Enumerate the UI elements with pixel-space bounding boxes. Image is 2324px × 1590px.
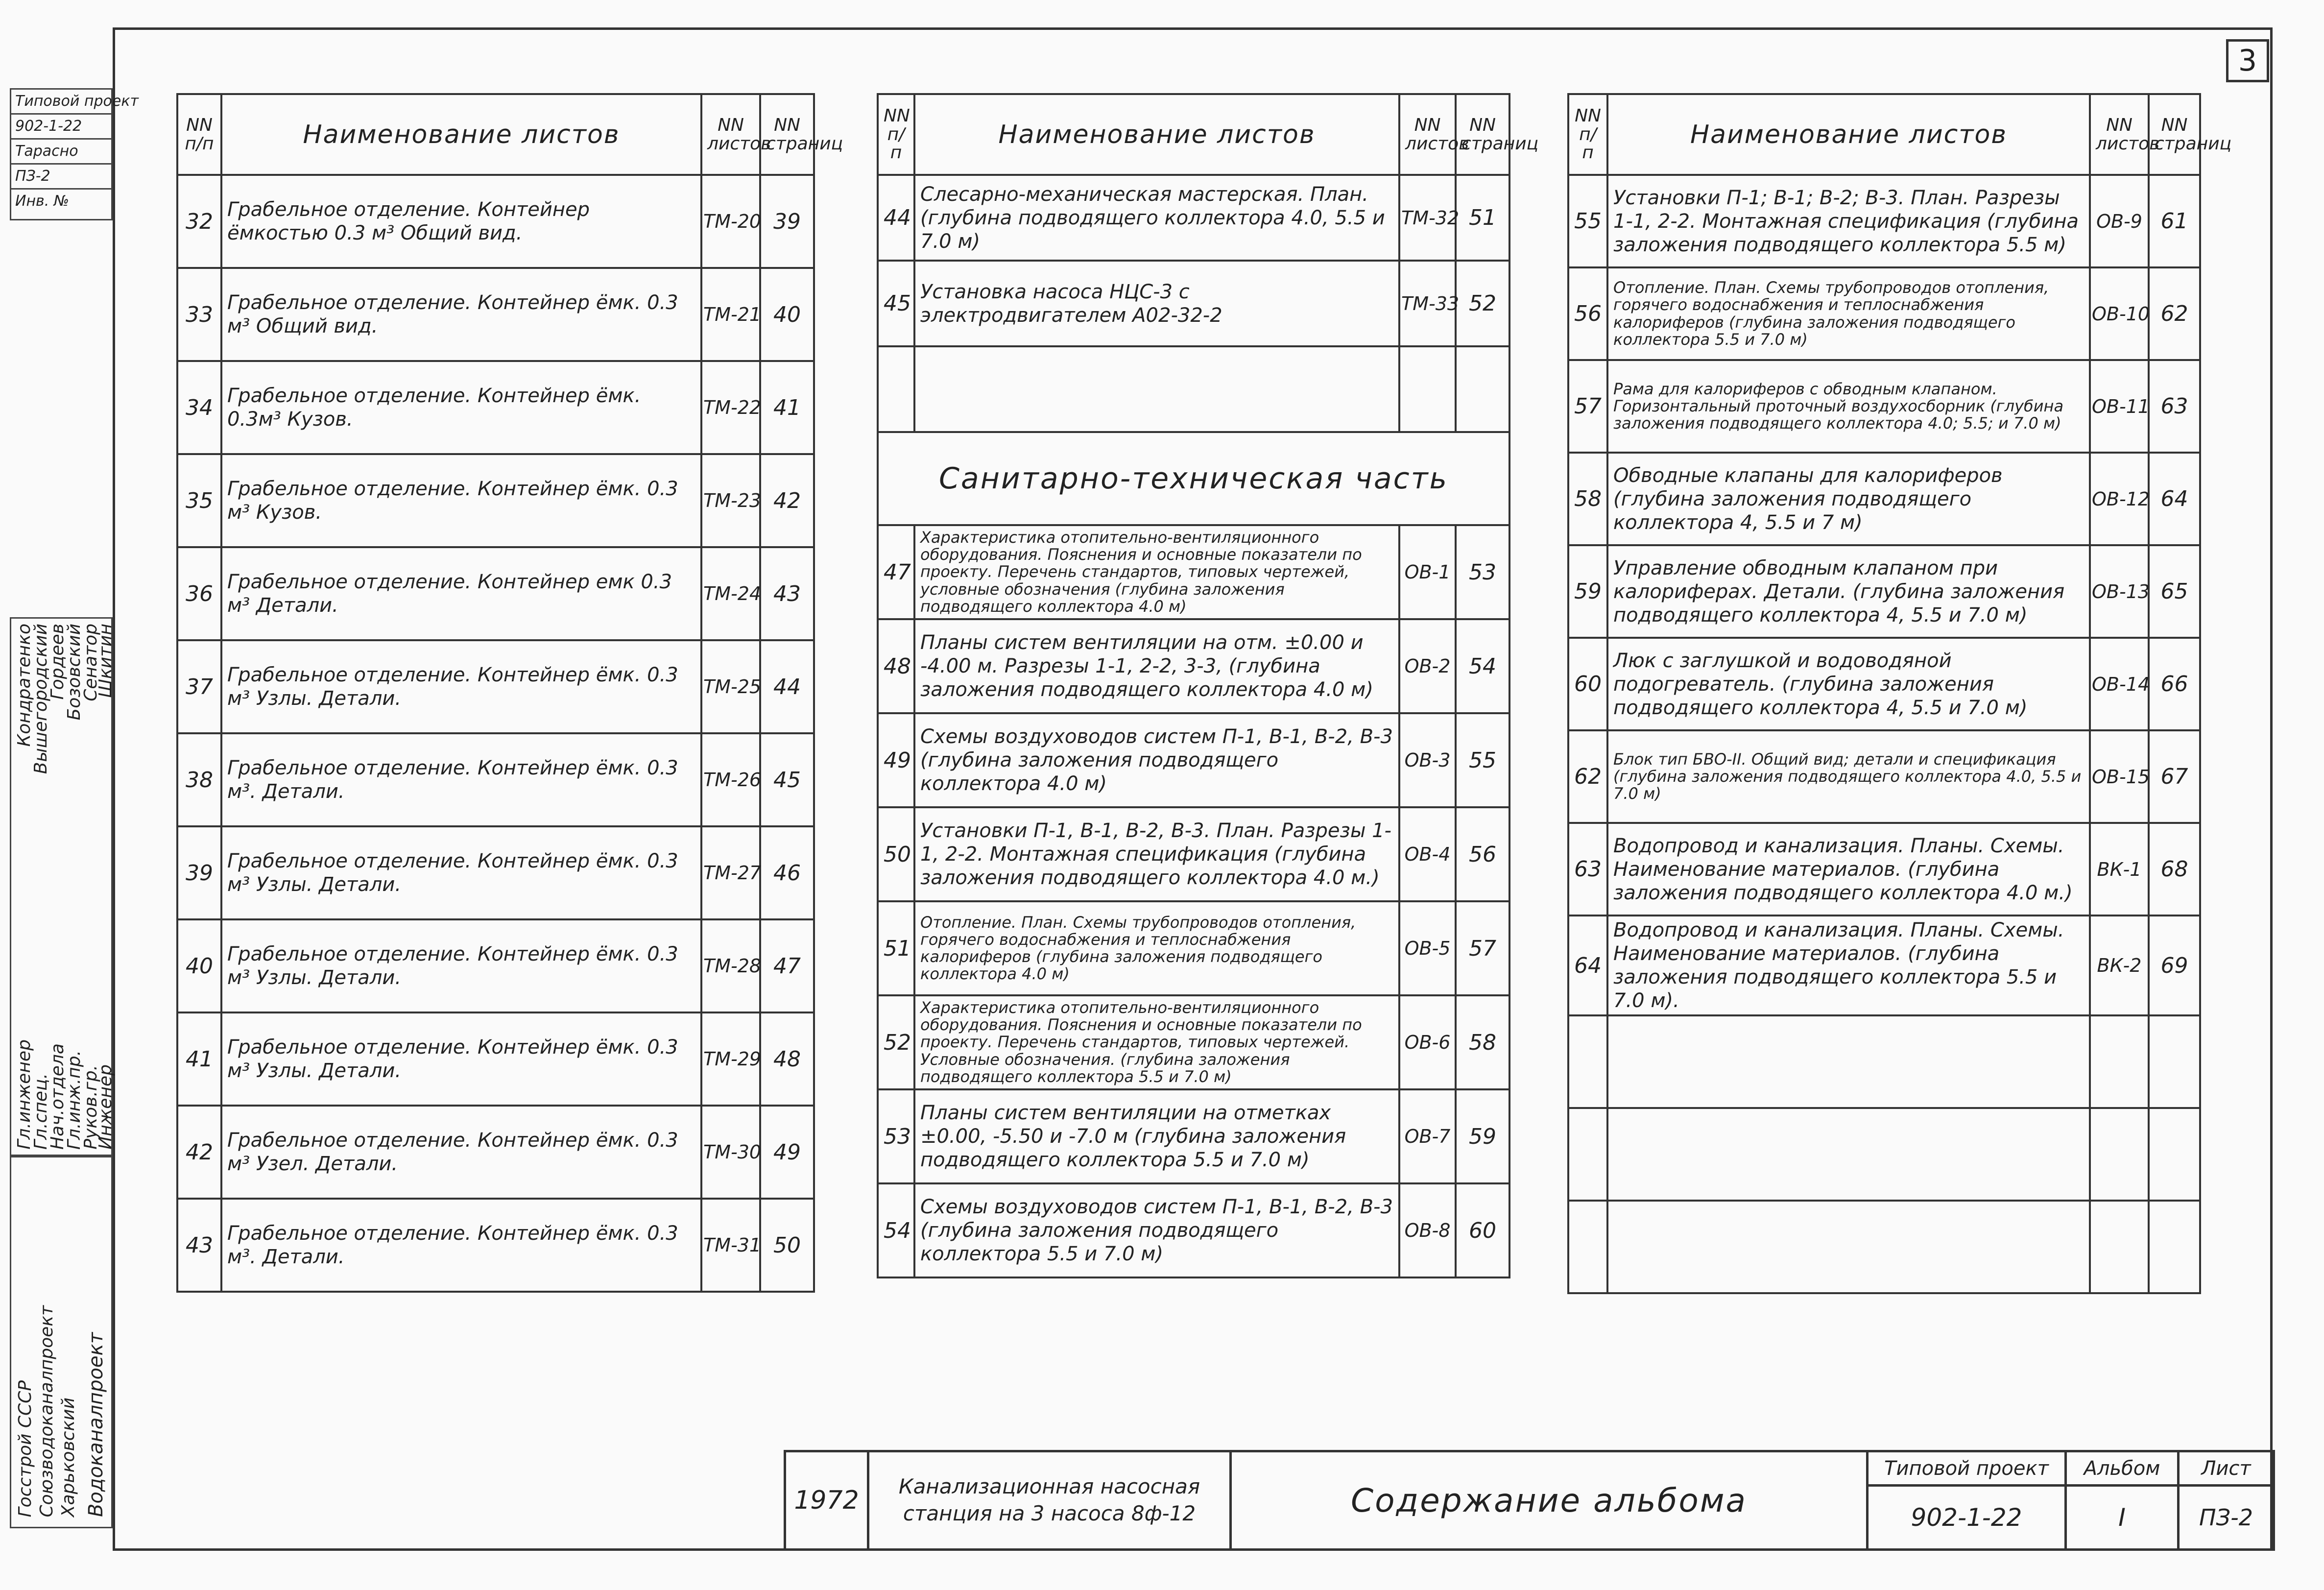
row-sheet-code: ОВ-12 [2090,453,2149,545]
table-row [177,826,814,919]
col-header-name: Наименование листов [1607,94,2090,175]
row-page: 57 [1456,901,1509,995]
row-name: Грабельное отделение. Контейнер ёмкостью 0.3 м³ Общий вид. [221,175,701,268]
table-row [878,1183,1509,1277]
stamp-top-line: Типовой проект [11,90,111,115]
row-page: 51 [1456,175,1509,261]
row-sheet-code: ОВ-8 [1399,1183,1456,1277]
table-row [878,713,1509,807]
row-name: Обводные клапаны для калориферов (глубина заложения подводящего коллектора 4, 5.5 и 7 м) [1607,453,2090,545]
row-number: 32 [177,175,221,268]
table-row [1568,360,2200,453]
row-sheet-code [1399,346,1456,432]
title-sheet-label: Лист [2179,1451,2274,1486]
row-sheet-code: ТМ-32 [1399,175,1456,261]
table-row [177,640,814,733]
row-name: Характеристика отопительно-вентиляционного оборудования. Пояснения и основные показатели по проекту. Перечень стандартов, типовых чертежей. Условные обозначения. (глубина заложения подводящего коллектора 5.5 и 7.0 м) [914,995,1399,1089]
table-row [177,175,814,268]
row-page: 68 [2149,823,2200,915]
row-number: 42 [177,1106,221,1199]
row-number: 41 [177,1012,221,1106]
stamp-top-line: ПЗ-2 [11,165,111,190]
title-project: 902-1-22 [1868,1486,2066,1550]
row-page: 45 [760,733,814,826]
table-row [878,525,1509,619]
row-number: 63 [1568,823,1607,915]
row-number: 44 [878,175,914,261]
row-sheet-code: ОВ-11 [2090,360,2149,453]
row-number: 54 [878,1183,914,1277]
row-name: Установки П-1, В-1, В-2, В-3. План. Разрезы 1-1, 2-2. Монтажная спецификация (глубина заложения подводящего коллектора 4.0 м.) [914,807,1399,901]
row-number [1568,1201,1607,1293]
stamp-name: Бозовский [64,624,84,721]
row-sheet-code: ТМ-23 [701,454,760,547]
row-sheet-code: ВК-1 [2090,823,2149,915]
col-header-name: Наименование листов [221,94,701,175]
row-name: Грабельное отделение. Контейнер ёмк. 0.3 м³ Узел. Детали. [221,1106,701,1199]
stamp-org-line: Водоканалпроект [85,1332,107,1517]
row-page: 50 [760,1199,814,1292]
row-sheet-code: ТМ-24 [701,547,760,640]
table-row [1568,1108,2200,1201]
row-number: 62 [1568,730,1607,823]
row-name: Блок тип БВО-II. Общий вид; детали и спецификация (глубина заложения подводящего коллектора 4.0, 5.5 и 7.0 м) [1607,730,2090,823]
row-name: Грабельное отделение. Контейнер ёмк. 0.3 м³ Общий вид. [221,268,701,361]
row-number: 52 [878,995,914,1089]
row-page: 61 [2149,175,2200,267]
title-project-label: Типовой проект [1868,1451,2066,1486]
row-name [914,346,1399,432]
row-page: 58 [1456,995,1509,1089]
row-sheet-code: ОВ-9 [2090,175,2149,267]
row-page: 59 [1456,1089,1509,1183]
table-row [1568,915,2200,1015]
stamp-role: Нач.отдела [48,1043,68,1150]
row-page: 47 [760,919,814,1012]
row-number: 39 [177,826,221,919]
contents-table-1 [176,93,843,1293]
row-page: 49 [760,1106,814,1199]
table-row [878,175,1509,261]
row-number: 33 [177,268,221,361]
row-name: Грабельное отделение. Контейнер ёмк. 0.3 м³ Узлы. Детали. [221,1012,701,1106]
table-row [1568,545,2200,638]
row-name: Схемы воздуховодов систем П-1, В-1, В-2, В-3 (глубина заложения подводящего коллектора 4.0 м) [914,713,1399,807]
col-header-np: NN п/п [1568,94,1607,175]
row-number: 45 [878,261,914,346]
row-page: 55 [1456,713,1509,807]
row-sheet-code: ОВ-10 [2090,267,2149,360]
table-row [177,268,814,361]
row-page: 39 [760,175,814,268]
row-sheet-code: ТМ-31 [701,1199,760,1292]
row-number: 64 [1568,915,1607,1015]
row-page: 66 [2149,638,2200,730]
row-page: 52 [1456,261,1509,346]
stamp-top-line: Тарасно [11,140,111,165]
row-sheet-code [2090,1108,2149,1201]
row-name: Установки П-1; В-1; В-2; В-3. План. Разрезы 1-1, 2-2. Монтажная спецификация (глубина заложения подводящего коллектора 5.5 м) [1607,175,2090,267]
row-name: Отопление. План. Схемы трубопроводов отопления, горячего водоснабжения и теплоснабжения калориферов (глубина заложения подводящего коллектора 4.0 м) [914,901,1399,995]
left-stamp [0,88,139,1538]
stamp-name: Вышегородский [31,624,51,774]
row-sheet-code: ОВ-13 [2090,545,2149,638]
contents-table-3 [1567,93,2232,1294]
stamp-name: Сенатор [81,624,101,701]
row-name: Грабельное отделение. Контейнер ёмк. 0.3м³ Кузов. [221,361,701,454]
row-sheet-code: ТМ-21 [701,268,760,361]
row-number: 55 [1568,175,1607,267]
row-name: Планы систем вентиляции на отм. ±0.00 и -4.00 м. Разрезы 1-1, 2-2, 3-3, (глубина заложения подводящего коллектора 4.0 м) [914,619,1399,713]
row-sheet-code: ОВ-4 [1399,807,1456,901]
row-sheet-code: ОВ-6 [1399,995,1456,1089]
col-header-name: Наименование листов [914,94,1399,175]
table-row [1568,1201,2200,1293]
row-page: 43 [760,547,814,640]
table-row [177,1199,814,1292]
row-name: Люк с заглушкой и водоводяной подогреватель. (глубина заложения подводящего коллектора 4, 5.5 и 7.0 м) [1607,638,2090,730]
row-name: Планы систем вентиляции на отметках ±0.00, -5.50 и -7.0 м (глубина заложения подводящего коллектора 5.5 и 7.0 м) [914,1089,1399,1183]
col-header-sheet: NN листов [1399,94,1456,175]
row-sheet-code: ТМ-25 [701,640,760,733]
table-row [1568,453,2200,545]
table-row [177,733,814,826]
row-sheet-code: ТМ-27 [701,826,760,919]
row-page: 42 [760,454,814,547]
stamp-org-line: Харьковский [58,1397,78,1517]
stamp-role: Инженер [96,1064,116,1150]
table-row [1568,823,2200,915]
row-number: 53 [878,1089,914,1183]
stamp-role: Гл.инж.пр. [64,1050,84,1150]
row-sheet-code: ОВ-3 [1399,713,1456,807]
table-row [1568,1015,2200,1108]
title-object: Канализационная насосная станция на 3 насоса 8ф-12 [868,1451,1231,1550]
table-row [878,901,1509,995]
row-page: 53 [1456,525,1509,619]
row-page: 67 [2149,730,2200,823]
table-row [1568,267,2200,360]
table-row [177,361,814,454]
row-sheet-code: ТМ-22 [701,361,760,454]
row-page: 41 [760,361,814,454]
stamp-role: Руков.гр. [81,1065,101,1150]
row-number: 48 [878,619,914,713]
table-row [177,454,814,547]
table-row [1568,730,2200,823]
title-sheet: ПЗ-2 [2179,1486,2274,1550]
title-year: 1972 [785,1451,868,1550]
row-sheet-code: ТМ-33 [1399,261,1456,346]
row-name: Грабельное отделение. Контейнер емк 0.3 м³ Детали. [221,547,701,640]
row-number: 43 [177,1199,221,1292]
row-name: Рама для калориферов с обводным клапаном. Горизонтальный проточный воздухосборник (глубина заложения подводящего коллектора 4.0; 5.5; и 7.0 м) [1607,360,2090,453]
table-row [177,919,814,1012]
table-row [878,346,1509,432]
row-number: 38 [177,733,221,826]
row-page [2149,1108,2200,1201]
table-row [878,261,1509,346]
row-number: 40 [177,919,221,1012]
row-sheet-code: ОВ-15 [2090,730,2149,823]
table-row [878,619,1509,713]
stamp-name: Кондратенко [14,624,34,747]
stamp-top-box [10,88,139,220]
row-page: 65 [2149,545,2200,638]
col-header-page: NN страниц [2149,94,2200,175]
table-row [878,807,1509,901]
row-number [1568,1015,1607,1108]
row-page: 48 [760,1012,814,1106]
row-page: 54 [1456,619,1509,713]
stamp-name: Гордеев [48,624,68,700]
row-name: Грабельное отделение. Контейнер ёмк. 0.3 м³. Детали. [221,733,701,826]
col-header-np: NN п/п [177,94,221,175]
sheet-number-box: 3 [2226,39,2269,82]
title-album-label: Альбом [2066,1451,2179,1486]
row-page: 46 [760,826,814,919]
title-block [784,1450,2275,1551]
row-name: Установка насоса НЦС-3 с электродвигателем А02-32-2 [914,261,1399,346]
row-sheet-code: ОВ-7 [1399,1089,1456,1183]
col-header-sheet: NN листов [2090,94,2149,175]
row-number [878,346,914,432]
row-sheet-code: ТМ-29 [701,1012,760,1106]
row-page: 44 [760,640,814,733]
row-page: 64 [2149,453,2200,545]
row-sheet-code: ОВ-5 [1399,901,1456,995]
row-name: Грабельное отделение. Контейнер ёмк. 0.3 м³ Узлы. Детали. [221,640,701,733]
row-name: Слесарно-механическая мастерская. План. (глубина подводящего коллектора 4.0, 5.5 и 7.0 м) [914,175,1399,261]
row-page [2149,1201,2200,1293]
row-sheet-code: ВК-2 [2090,915,2149,1015]
row-number: 49 [878,713,914,807]
row-number: 60 [1568,638,1607,730]
row-page: 63 [2149,360,2200,453]
row-number: 36 [177,547,221,640]
stamp-org-line: Госстрой СССР [15,1380,35,1517]
stamp-signatures-box [10,617,116,1156]
row-name: Водопровод и канализация. Планы. Схемы. Наименование материалов. (глубина заложения подводящего коллектора 5.5 и 7.0 м). [1607,915,2090,1015]
row-sheet-code [2090,1201,2149,1293]
row-number [1568,1108,1607,1201]
row-number: 34 [177,361,221,454]
section-heading: Санитарно-техническая часть [878,432,1509,525]
stamp-role: Гл.спец. [31,1073,51,1150]
row-name: Грабельное отделение. Контейнер ёмк. 0.3 м³. Детали. [221,1199,701,1292]
col-header-np: NN п/п [878,94,914,175]
contents-table-2 [877,93,1539,1278]
row-sheet-code: ТМ-30 [701,1106,760,1199]
row-name: Схемы воздуховодов систем П-1, В-1, В-2, В-3 (глубина заложения подводящего коллектора 5.5 и 7.0 м) [914,1183,1399,1277]
row-number: 51 [878,901,914,995]
stamp-role: Гл.инженер [14,1039,34,1150]
row-sheet-code: ТМ-28 [701,919,760,1012]
table-row [1568,638,2200,730]
row-name: Грабельное отделение. Контейнер ёмк. 0.3 м³ Кузов. [221,454,701,547]
row-number: 56 [1568,267,1607,360]
col-header-sheet: NN листов [701,94,760,175]
table-row [1568,175,2200,267]
row-sheet-code: ТМ-26 [701,733,760,826]
row-number: 59 [1568,545,1607,638]
row-page [1456,346,1509,432]
stamp-top-line: 902-1-22 [11,115,111,140]
table-row [878,1089,1509,1183]
row-number: 35 [177,454,221,547]
row-sheet-code: ОВ-1 [1399,525,1456,619]
table-row [177,1106,814,1199]
table-row [177,1012,814,1106]
row-number: 57 [1568,360,1607,453]
title-name: Содержание альбома [1231,1451,1868,1550]
table-row [878,995,1509,1089]
row-page: 69 [2149,915,2200,1015]
col-header-page: NN страниц [760,94,814,175]
title-album: I [2066,1486,2179,1550]
row-number: 37 [177,640,221,733]
row-name: Характеристика отопительно-вентиляционного оборудования. Пояснения и основные показатели по проекту. Перечень стандартов, типовых чертежей, условные обозначения (глубина заложения подводящего коллектора 4.0 м) [914,525,1399,619]
row-sheet-code: ТМ-20 [701,175,760,268]
stamp-org-line: Союзводоканалпроект [37,1305,57,1517]
col-header-page: NN страниц [1456,94,1509,175]
stamp-top-line: Инв. № [15,193,70,210]
row-page: 56 [1456,807,1509,901]
row-sheet-code [2090,1015,2149,1108]
stamp-name: Шкитин [96,624,116,698]
row-name: Отопление. План. Схемы трубопроводов отопления, горячего водоснабжения и теплоснабжения калориферов (глубина заложения подводящего коллектора 5.5 и 7.0 м) [1607,267,2090,360]
stamp-org-box [10,1156,113,1528]
row-sheet-code: ОВ-14 [2090,638,2149,730]
row-page: 60 [1456,1183,1509,1277]
row-name [1607,1015,2090,1108]
row-number: 47 [878,525,914,619]
row-number: 50 [878,807,914,901]
table-row [177,547,814,640]
row-name: Водопровод и канализация. Планы. Схемы. Наименование материалов. (глубина заложения подводящего коллектора 4.0 м.) [1607,823,2090,915]
row-sheet-code: ОВ-2 [1399,619,1456,713]
row-name [1607,1108,2090,1201]
row-page: 62 [2149,267,2200,360]
row-name: Грабельное отделение. Контейнер ёмк. 0.3 м³ Узлы. Детали. [221,826,701,919]
row-name: Управление обводным клапаном при калориферах. Детали. (глубина заложения подводящего коллектора 4, 5.5 и 7.0 м) [1607,545,2090,638]
row-name: Грабельное отделение. Контейнер ёмк. 0.3 м³ Узлы. Детали. [221,919,701,1012]
row-number: 58 [1568,453,1607,545]
row-page: 40 [760,268,814,361]
row-name [1607,1201,2090,1293]
row-page [2149,1015,2200,1108]
